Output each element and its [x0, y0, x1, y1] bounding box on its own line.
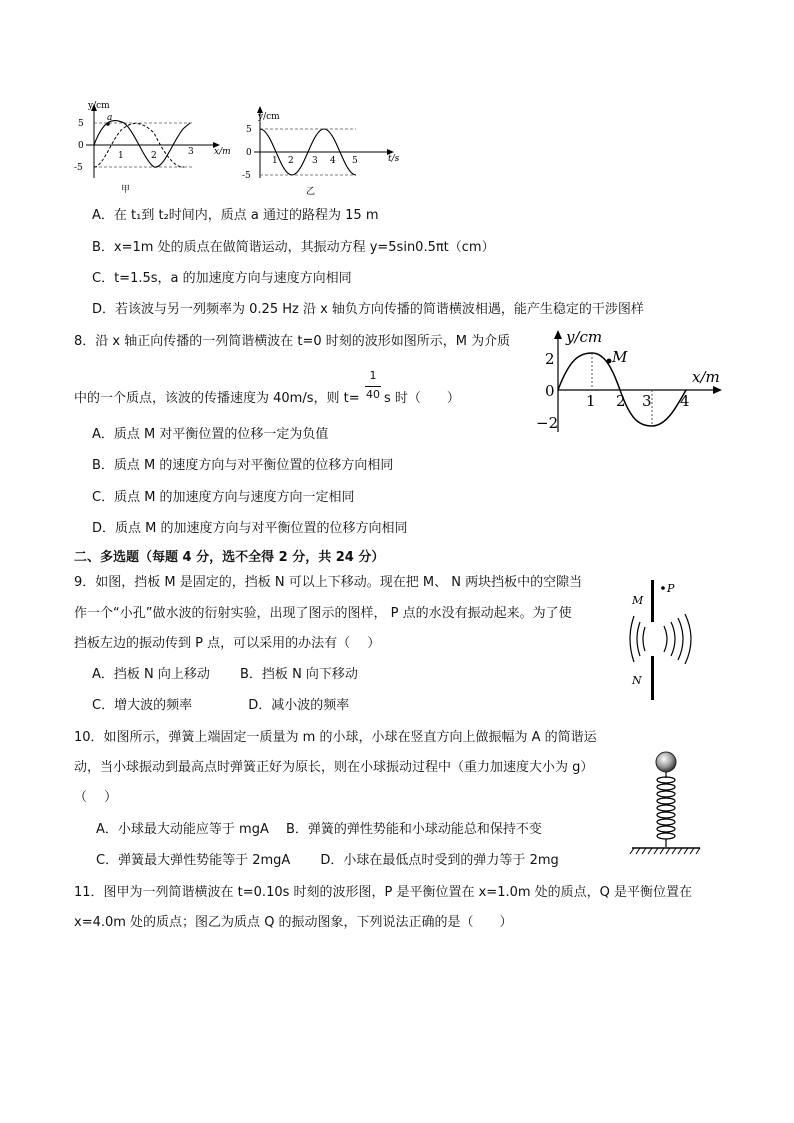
q8-frac-bar: [365, 386, 381, 387]
q8-tick-x-4: 4: [680, 392, 690, 410]
yi-tick-x-4: 4: [330, 156, 336, 166]
yi-x-label: t/s: [388, 154, 400, 164]
jia-tick-y-neg5: -5: [74, 163, 83, 173]
q9-options-ab: A．挡板 N 向上移动 B．挡板 N 向下移动: [92, 667, 358, 682]
jia-x-label: x/m: [214, 147, 231, 157]
q8-x-label: x/m: [692, 368, 720, 386]
jia-tick-y-0: 0: [78, 141, 84, 151]
q8-y-label: y/cm: [566, 328, 603, 346]
q7-option-b: B．x=1m 处的质点在做简谐运动，其振动方程 y=5sin0.5πt（cm）: [92, 240, 495, 255]
q10-stem-line1: 10．如图所示，弹簧上端固定一质量为 m 的小球，小球在竖直方向上做振幅为 A 的简谐运: [74, 730, 597, 745]
q8-wave-graph: [530, 328, 730, 438]
barrier-m: [651, 580, 654, 622]
q9-label-p: P: [667, 582, 675, 595]
barrier-n: [651, 656, 654, 700]
jia-caption: 甲: [121, 185, 131, 195]
q9-label-m: M: [632, 594, 644, 607]
yi-tick-x-5: 5: [352, 156, 358, 166]
yi-y-label: y/cm: [258, 112, 280, 122]
q8-frac-den: 40: [366, 388, 380, 401]
q8-option-c: C．质点 M 的加速度方向与速度方向一定相同: [92, 490, 355, 505]
yi-tick-y-5: 5: [246, 125, 252, 135]
q9-options-cd: C．增大波的频率 D．减小波的频率: [92, 698, 350, 713]
jia-tick-x-2: 2: [151, 151, 157, 161]
jia-y-label: y/cm: [88, 101, 110, 111]
q7-option-a: A．在 t₁到 t₂时间内，质点 a 通过的路程为 15 m: [92, 208, 379, 223]
yi-tick-x-1: 1: [272, 156, 278, 166]
yi-tick-y-0: 0: [246, 148, 252, 158]
q10-options-cd: C．弹簧最大弹性势能等于 2mgA D．小球在最低点时受到的弹力等于 2mg: [96, 853, 559, 868]
q7-option-d: D．若该波与另一列频率为 0.25 Hz 沿 x 轴负方向传播的简谐横波相遇，能产生稳定的干涉图样: [92, 302, 644, 317]
yi-tick-x-3: 3: [312, 156, 318, 166]
q8-option-b: B．质点 M 的速度方向与对平衡位置的位移方向相同: [92, 458, 394, 473]
yi-tick-y-neg5: -5: [242, 171, 251, 181]
q8-tick-x-2: 2: [616, 392, 626, 410]
q10-stem-line3: （ ）: [74, 790, 118, 805]
ball: [656, 752, 676, 772]
q11-stem-line2: x=4.0m 处的质点；图乙为质点 Q 的振动图象，下列说法正确的是（ ）: [74, 915, 513, 930]
section-2-heading: 二、多选题（每题 4 分，选不全得 2 分，共 24 分）: [74, 550, 385, 565]
q9-stem-line2: 作一个“小孔”做水波的衍射实验，出现了图示的图样， P 点的水没有振动起来。为了使: [74, 606, 572, 621]
q10-stem-line2: 动，当小球振动到最高点时弹簧正好为原长，则在小球振动过程中（重力加速度大小为 g）: [74, 760, 594, 775]
graph-yi: [240, 106, 410, 198]
q8-tick-x-1: 1: [586, 392, 596, 410]
q9-diffraction-figure: [618, 574, 708, 704]
q8-point-m: M: [612, 348, 628, 366]
yi-caption: 乙: [306, 187, 316, 197]
q11-stem-line1: 11．图甲为一列简谐横波在 t=0.10s 时刻的波形图，P 是平衡位置在 x=1.0m 处的质点，Q 是平衡位置在: [74, 885, 693, 900]
q8-option-d: D．质点 M 的加速度方向与对平衡位置的位移方向相同: [92, 521, 408, 536]
spring-coil: [657, 777, 675, 839]
q8-option-a: A．质点 M 对平衡位置的位移一定为负值: [92, 427, 329, 442]
q8-tick-x-3: 3: [642, 392, 652, 410]
q7-option-c: C．t=1.5s，a 的加速度方向与速度方向相同: [92, 271, 352, 286]
q8-frac-num: 1: [369, 369, 377, 382]
q8-tick-y-0: 0: [545, 382, 555, 400]
jia-tick-y-5: 5: [78, 119, 84, 129]
jia-tick-x-1: 1: [118, 151, 124, 161]
q8-tick-y-neg2: −2: [536, 414, 559, 432]
q9-stem-line1: 9．如图，挡板 M 是固定的，挡板 N 可以上下移动。现在把 M、 N 两块挡板中的空隙当: [74, 575, 583, 590]
jia-tick-x-3: 3: [188, 147, 194, 157]
q9-label-n: N: [632, 674, 642, 687]
q9-stem-line3: 挡板左边的振动传到 P 点，可以采用的办法有（ ）: [74, 636, 381, 651]
q8-stem-line1: 8．沿 x 轴正向传播的一列简谐横波在 t=0 时刻的波形如图所示，M 为介质: [74, 334, 511, 349]
q8-stem-line2-pre: 中的一个质点，该波的传播速度为 40m/s，则 t=: [74, 391, 360, 406]
q10-options-ab: A．小球最大动能应等于 mgA B．弹簧的弹性势能和小球动能总和保持不变: [96, 822, 542, 837]
jia-point-a: a: [107, 113, 113, 123]
q10-spring-figure: [628, 748, 708, 860]
q8-stem-line2-post: s 时（ ）: [384, 391, 460, 406]
q8-tick-y-2: 2: [545, 350, 555, 368]
graph-jia: [66, 98, 236, 198]
yi-tick-x-2: 2: [288, 156, 294, 166]
